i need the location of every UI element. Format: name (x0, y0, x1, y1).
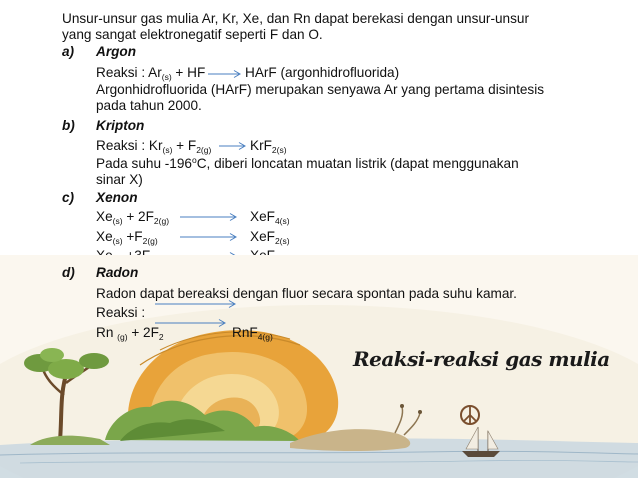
xenon-reaction-1: $Xe_{(s)} + 2F_{2(g)}$ (96, 209, 170, 226)
argon-heading: Argon (96, 44, 137, 59)
intro-line-1: Unsur-unsur gas mulia Ar, Kr, Xe, dan Rn dapat berekasi dengan unsur-unsur (62, 11, 529, 26)
radon-product: RnF$_{4(g)}$ (232, 325, 273, 342)
radon-desc: Radon dapat bereaksi dengan fluor secara spontan pada suhu kamar. (96, 286, 517, 301)
slide-title: Reaksi-reaksi gas mulia (353, 347, 610, 371)
kripton-heading: Kripton (96, 118, 145, 133)
kripton-desc-1: Pada suhu -196$^o$C, diberi loncatan muatan listrik (dapat menggunakan (96, 155, 519, 171)
kripton-product: KrF$_{2(s)}$ (250, 138, 287, 155)
intro-line-2: yang sangat elektronegatif seperti F dan O. (62, 27, 323, 42)
xenon-arrow-1-icon (180, 212, 238, 222)
xenon-marker: c) (62, 190, 75, 205)
xenon-heading: Xenon (96, 190, 138, 205)
argon-marker: a) (62, 44, 75, 59)
kripton-reaction: Reaksi : $Kr_{(s)} + F_{2(g)}$ (96, 138, 212, 155)
radon-reaction: Rn $_{(g)} + 2F_2$ (96, 325, 164, 342)
radon-heading: Radon (96, 265, 139, 280)
radon-reaction-label: Reaksi : (96, 305, 146, 320)
argon-arrow-icon (208, 69, 242, 79)
xenon-reaction-2: $Xe_{(s)} +F_{2(g)}$ (96, 229, 158, 246)
radon-marker: d) (62, 265, 75, 280)
radon-arrow-upper-icon (155, 299, 237, 309)
kripton-arrow-icon (219, 141, 247, 151)
argon-desc-2: pada tahun 2000. (96, 98, 202, 113)
radon-arrow-lower-icon (155, 318, 227, 328)
kripton-desc-2: sinar X) (96, 172, 143, 187)
xenon-arrow-2-icon (180, 232, 238, 242)
argon-desc-1: Argonhidrofluorida (HArF) merupakan senyawa Ar yang pertama disintesis (96, 82, 545, 97)
kripton-marker: b) (62, 118, 75, 133)
argon-product: HArF (argonhidrofluorida) (245, 65, 400, 80)
argon-reaction: Reaksi : $Ar_{(s)}$ + HF (96, 65, 206, 82)
xenon-product-2: XeF$_{2(s)}$ (250, 229, 290, 246)
xenon-product-1: XeF$_{4(s)}$ (250, 209, 290, 226)
